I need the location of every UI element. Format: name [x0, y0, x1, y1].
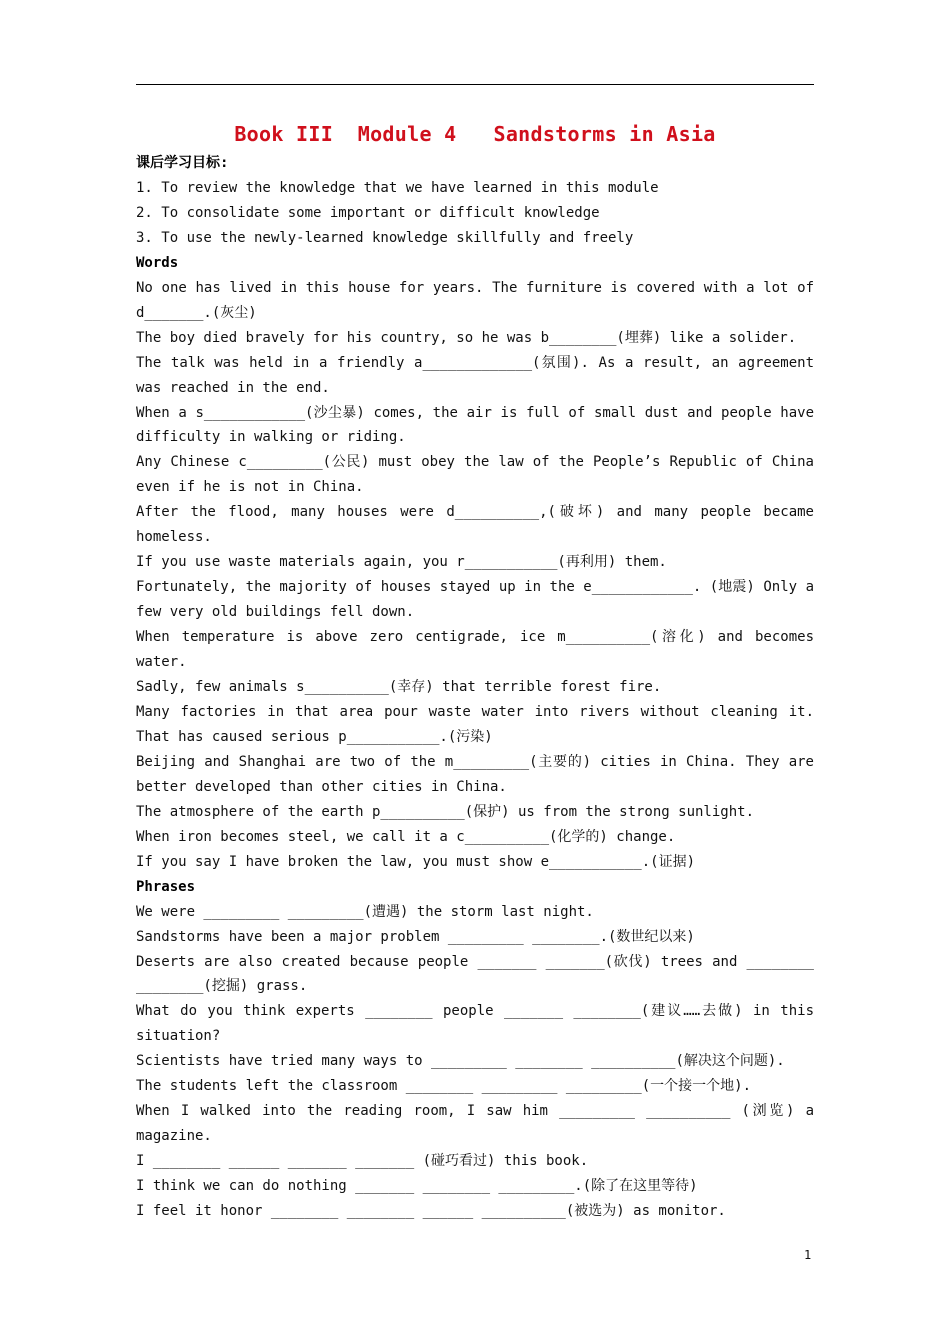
word-exercise: If you use waste materials again, you r___________(再利用) them. [136, 554, 667, 571]
header-rule [136, 84, 814, 85]
worksheet-body [136, 151, 814, 1224]
word-exercise: Beijing and Shanghai are two of the m_________(主要的) cities in China. They are better developed than other cities in China. [136, 753, 814, 795]
phrase-exercise: Scientists have tried many ways to _________ ________ __________(解决这个问题). [136, 1053, 785, 1070]
word-exercise: The atmosphere of the earth p__________(保护) us from the strong sunlight. [136, 803, 755, 820]
phrase-exercise: When I walked into the reading room, I saw him _________ __________ (浏览) a magazine. [136, 1103, 814, 1145]
objective-item: 3. To use the newly-learned knowledge skillfully and freely [136, 229, 634, 246]
page-title: Book III Module 4 Sandstorms in Asia [234, 122, 716, 146]
word-exercise: The talk was held in a friendly a_____________(氛围). As a result, an agreement was reached in the end. [136, 354, 814, 396]
phrase-exercise: Deserts are also created because people _______ _______(砍伐) trees and ________ ________(挖掘) grass. [136, 953, 814, 995]
word-exercise: If you say I have broken the law, you must show e___________.(证据) [136, 853, 696, 870]
phrase-exercise: Sandstorms have been a major problem _________ ________.(数世纪以来) [136, 928, 695, 945]
words-heading: Words [136, 254, 179, 271]
objective-item: 2. To consolidate some important or difficult knowledge [136, 204, 600, 221]
phrase-exercise: I feel it honor ________ ________ ______ __________(被选为) as monitor. [136, 1203, 726, 1220]
phrase-exercise: The students left the classroom ________ _________ _________(一个接一个地). [136, 1078, 752, 1095]
phrase-exercise: We were _________ _________(遭遇) the storm last night. [136, 903, 594, 920]
word-exercise: No one has lived in this house for years. The furniture is covered with a lot of d_______.(灰尘) [136, 279, 814, 321]
word-exercise: Many factories in that area pour waste water into rivers without cleaning it. That has caused serious p___________.(污染) [136, 703, 814, 745]
objective-item: 1. To review the knowledge that we have learned in this module [136, 179, 659, 196]
word-exercise: The boy died bravely for his country, so he was b________(埋葬) like a solider. [136, 329, 797, 346]
word-exercise: When temperature is above zero centigrade, ice m__________(溶化) and becomes water. [136, 629, 814, 671]
phrase-exercise: I think we can do nothing _______ ________ _________.(除了在这里等待) [136, 1178, 698, 1195]
phrase-exercise: What do you think experts ________ people _______ ________(建议……去做) in this situation? [136, 1003, 814, 1045]
phrase-exercise: I ________ ______ _______ _______ (碰巧看过) this book. [136, 1153, 589, 1170]
page-number: 1 [804, 1248, 812, 1262]
word-exercise: Sadly, few animals s__________(幸存) that terrible forest fire. [136, 679, 662, 696]
word-exercise: After the flood, many houses were d__________,(破坏) and many people became homeless. [136, 504, 814, 546]
word-exercise: When a s____________(沙尘暴) comes, the air is full of small dust and people have difficulty in walking or riding. [136, 404, 814, 446]
phrases-heading: Phrases [136, 878, 196, 895]
word-exercise: Fortunately, the majority of houses stayed up in the e____________. (地震) Only a few very old buildings fell down. [136, 579, 814, 621]
word-exercise: When iron becomes steel, we call it a c__________(化学的) change. [136, 828, 676, 845]
word-exercise: Any Chinese c_________(公民) must obey the law of the People’s Republic of China even if he is not in China. [136, 454, 814, 496]
objectives-heading: 课后学习目标: [136, 155, 229, 171]
